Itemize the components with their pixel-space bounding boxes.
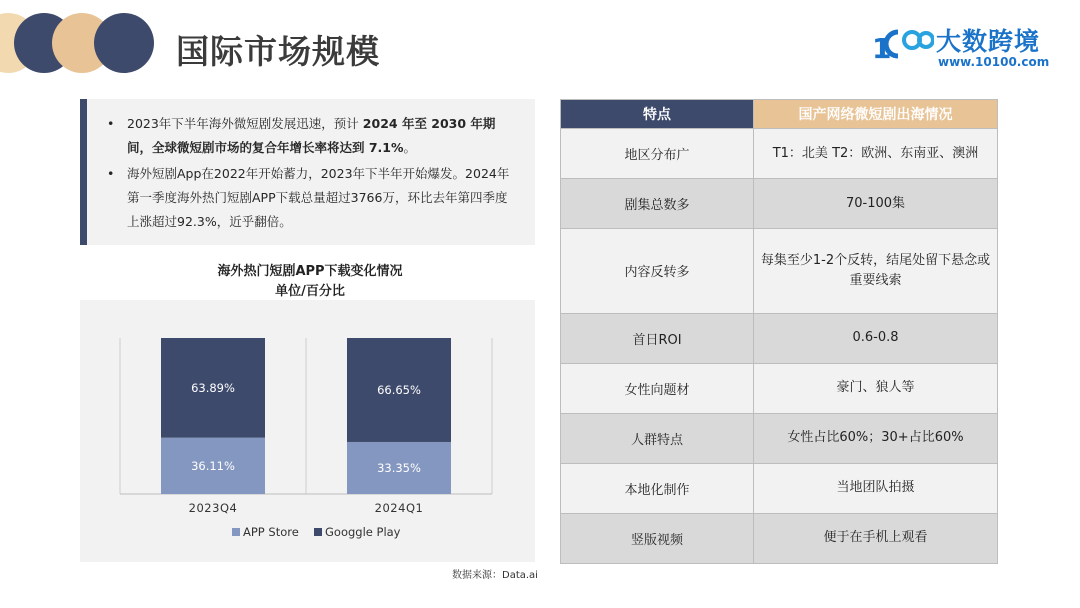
table-body [561, 129, 998, 564]
table-row [561, 413, 998, 463]
bullet-text: 2024 年至 2030 年期间，全球微短剧市场的复合年增长率将达到 7.1% [127, 116, 496, 155]
feature-cell: 首日ROI [561, 313, 754, 363]
table-row [561, 129, 998, 179]
table-row [561, 229, 998, 314]
logo-mark-icon [870, 18, 934, 74]
data-label: 63.89% [191, 380, 235, 395]
data-label: 33.35% [377, 460, 421, 475]
status-cell: 0.6-0.8 [754, 313, 998, 363]
legend-swatch [232, 528, 240, 536]
chart-panel [80, 300, 535, 562]
header-decoration [0, 0, 170, 80]
feature-cell: 内容反转多 [561, 229, 754, 314]
x-tick-label: 2023Q4 [188, 501, 238, 515]
data-label: 66.65% [377, 382, 421, 397]
chart-title-line1: 海外热门短剧APP下载变化情况 [217, 264, 403, 279]
table-row [561, 363, 998, 413]
table-row [561, 513, 998, 563]
logo-url: www.10100.com [938, 55, 1050, 69]
status-cell: 豪门、狼人等 [754, 363, 998, 413]
status-cell: 当地团队拍摄 [754, 463, 998, 513]
decor-circle-4 [94, 13, 154, 73]
logo-name: 大数跨境 [936, 27, 1041, 56]
status-cell: 女性占比60%；30+占比60% [754, 413, 998, 463]
table-header-status: 国产网络微短剧出海情况 [754, 100, 998, 129]
bullet-text: 海外短剧App在2022年开始蓄力，2023年下半年开始爆发。2024年第一季度海外热门短剧APP下载总量超过3766万，环比去年第四季度上涨超过92.3%，近乎翻倍。 [127, 166, 510, 229]
status-cell: 便于在手机上观看 [754, 513, 998, 563]
feature-cell: 地区分布广 [561, 129, 754, 179]
legend-swatch [314, 528, 322, 536]
legend-label: APP Store [243, 525, 299, 539]
legend-label: Googgle Play [325, 525, 401, 539]
feature-cell: 人群特点 [561, 413, 754, 463]
table-row [561, 179, 998, 229]
feature-cell: 本地化制作 [561, 463, 754, 513]
svg-text:1: 1 [872, 32, 892, 65]
status-cell: T1：北美 T2：欧洲、东南亚、澳洲 [754, 129, 998, 179]
table-header-row [561, 100, 998, 129]
status-cell: 每集至少1-2个反转，结尾处留下悬念或重要线索 [754, 229, 998, 314]
bullet-text: 。 [403, 140, 417, 155]
data-source: 数据来源：Data.ai [452, 570, 538, 581]
x-tick-label: 2024Q1 [374, 501, 424, 515]
intro-bullet [103, 162, 515, 234]
stacked-bar-chart [80, 300, 535, 562]
intro-bullets [103, 112, 515, 234]
page-title: 国际市场规模 [176, 32, 380, 71]
table-row [561, 463, 998, 513]
table-header-feature: 特点 [561, 100, 754, 129]
chart-title-line2: 单位/百分比 [275, 284, 345, 299]
data-label: 36.11% [191, 458, 235, 473]
table-row [561, 313, 998, 363]
feature-cell: 竖版视频 [561, 513, 754, 563]
chart-title [170, 262, 450, 302]
feature-cell: 剧集总数多 [561, 179, 754, 229]
intro-textbox [80, 99, 535, 245]
status-cell: 70-100集 [754, 179, 998, 229]
feature-cell: 女性向题材 [561, 363, 754, 413]
feature-table [560, 99, 998, 564]
bullet-text: 2023年下半年海外微短剧发展迅速，预计 [127, 116, 363, 131]
brand-logo [870, 18, 1050, 74]
intro-bullet [103, 112, 515, 160]
